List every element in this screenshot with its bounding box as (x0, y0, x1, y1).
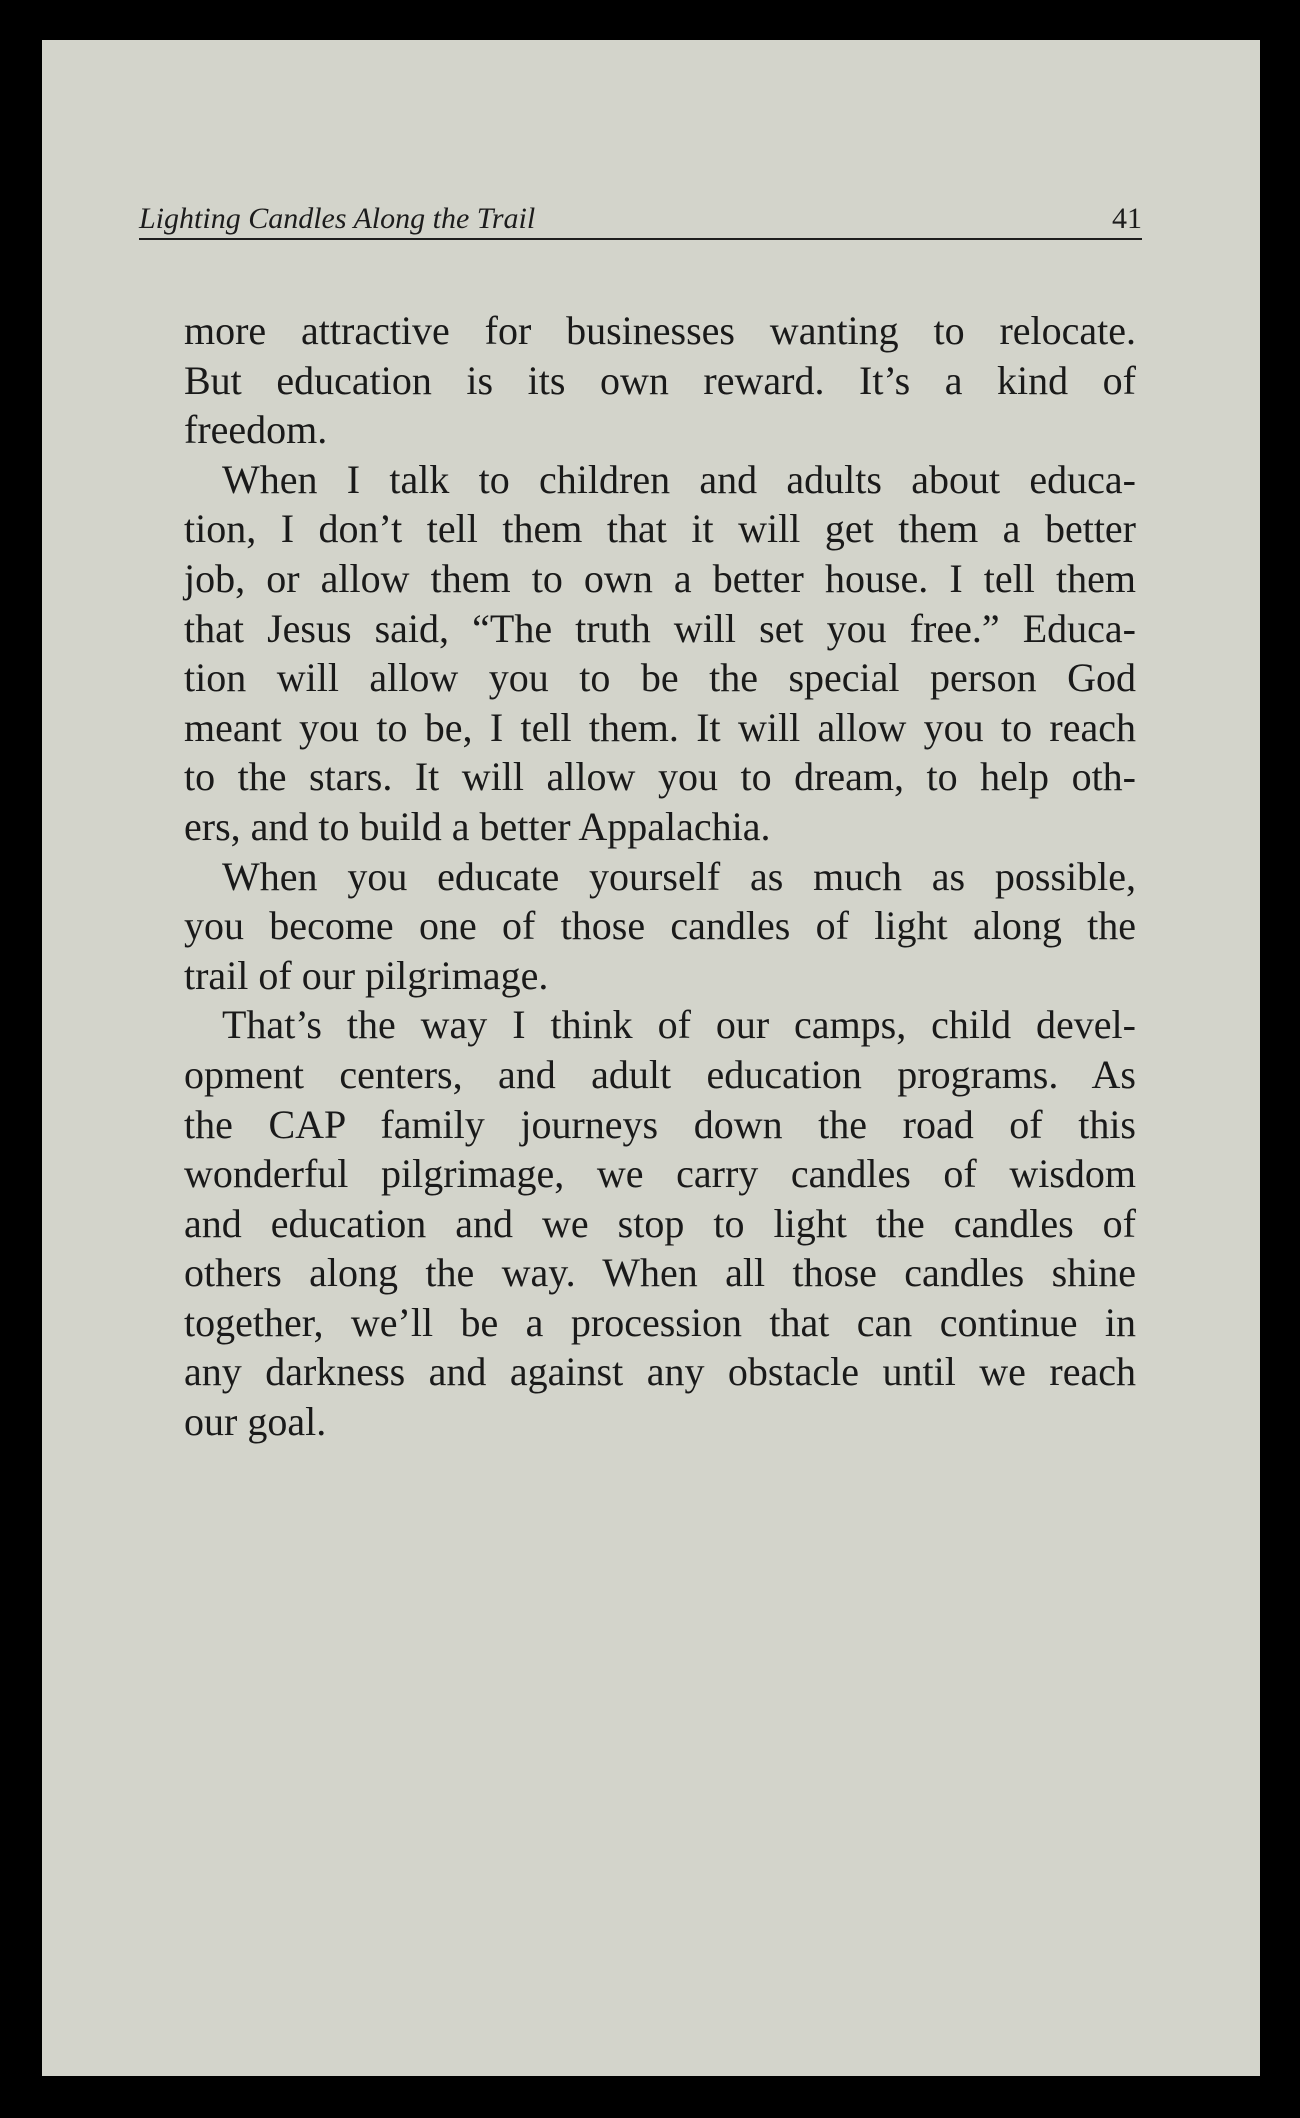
text-line: and education and we stop to light the candles of (184, 1200, 1136, 1246)
text-line: But education is its own reward. It’s a kind of (184, 357, 1136, 403)
text-line: you become one of those candles of light along the (184, 903, 1136, 949)
text-line: to the stars. It will allow you to dream, to help oth- (184, 754, 1136, 800)
page-number: 41 (1112, 202, 1142, 235)
text-line: wonderful pilgrimage, we carry candles of wisdom (184, 1151, 1136, 1197)
text-line: opment centers, and adult education programs. As (184, 1051, 1136, 1097)
text-line: job, or allow them to own a better house. I tell them (184, 555, 1136, 601)
text-line: our goal. (184, 1399, 327, 1445)
text-line: When I talk to children and adults about educa- (222, 456, 1136, 502)
text-line: any darkness and against any obstacle until we reach (184, 1349, 1136, 1395)
text-line: together, we’ll be a procession that can continue in (184, 1299, 1136, 1345)
text-line: others along the way. When all those candles shine (184, 1250, 1136, 1296)
text-line: meant you to be, I tell them. It will allow you to reach (184, 704, 1136, 750)
text-line: When you educate yourself as much as possible, (222, 853, 1136, 899)
text-line: trail of our pilgrimage. (184, 952, 549, 998)
text-line: that Jesus said, “The truth will set you free.” Educa- (184, 605, 1136, 651)
text-line: That’s the way I think of our camps, child devel- (222, 1002, 1136, 1048)
text-line: more attractive for businesses wanting to relocate. (184, 308, 1136, 353)
body-text (184, 306, 1136, 1447)
text-line: tion will allow you to be the special person God (184, 655, 1136, 701)
text-line: ers, and to build a better Appalachia. (184, 803, 771, 849)
running-head (139, 196, 1142, 240)
text-line: the CAP family journeys down the road of this (184, 1101, 1136, 1147)
running-head-title: Lighting Candles Along the Trail (139, 202, 536, 235)
text-line: tion, I don’t tell them that it will get them a better (184, 506, 1136, 552)
text-line: freedom. (184, 407, 328, 453)
